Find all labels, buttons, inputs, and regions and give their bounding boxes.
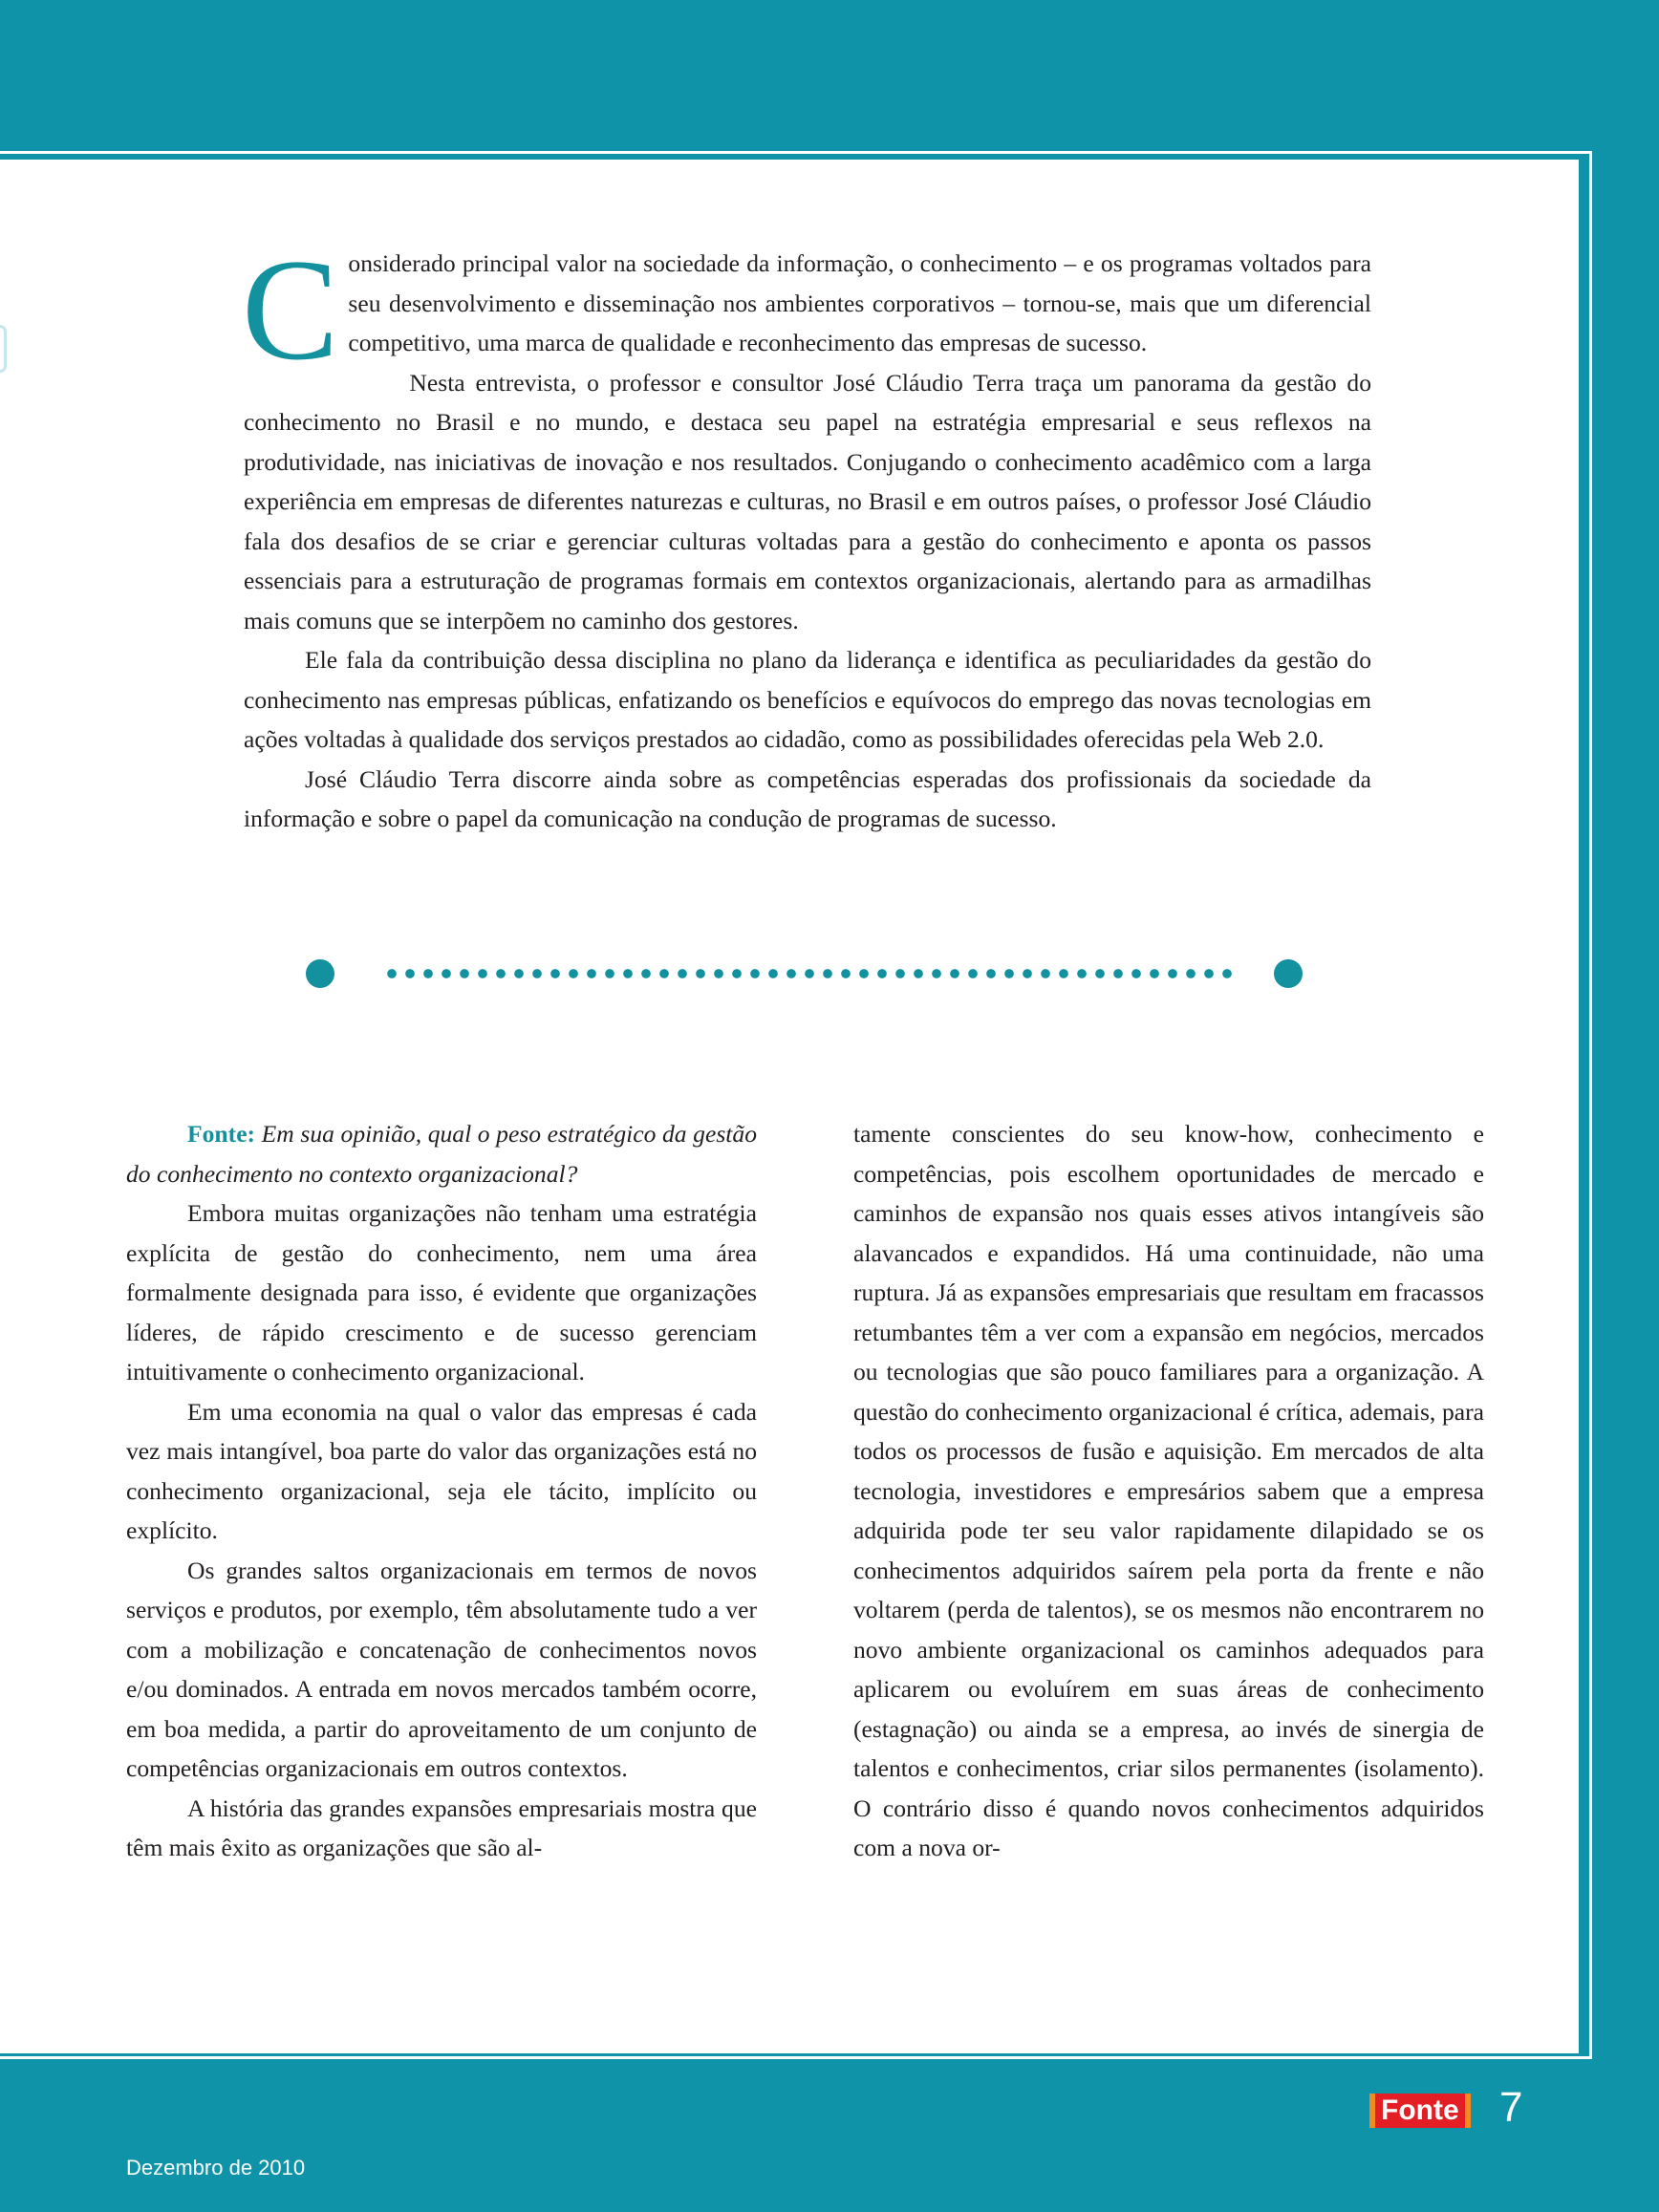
intro-paragraph-2: Nesta entrevista, o professor e consultor José Cláudio Terra traça um panorama da gestão do conhecimento no Brasil e no mundo, e destaca seu papel na estratégia empresarial e seus reflexos na produtividade, nas iniciativas de inovação e nos resultados. Conjugando o conhecimento acadêmico com a larga experiência em empresas de diferentes naturezas e culturas, no Brasil e em outros países, o professor José Cláudio fala dos desafios de se criar e gerenciar culturas voltadas para a gestão do conhecimento e aponta os passos essenciais para a estruturação de programas formais em contextos organizacionais, alertando para as armadilhas mais comuns que se interpõem no caminho dos gestores. — [244, 368, 1371, 634]
intro-paragraph-1 — [242, 229, 1371, 390]
intro-section — [242, 229, 1371, 839]
answer-paragraph: A história das grandes expansões empresariais mostra que têm mais êxito as organizações que são al- — [126, 1793, 757, 1861]
intro-paragraph-1-text: onsiderado principal valor na sociedade da informação, o conhecimento – e os programas voltados para seu desenvolvimento e disseminação nos ambientes corporativos – tornou-se, mais que um diferencial competitivo, uma marca de qualidade e reconhecimento das empresas de sucesso. — [348, 249, 1371, 356]
logo-text: Fonte — [1375, 2094, 1465, 2128]
answer-continuation: tamente conscientes do seu know-how, conhecimento e competências, pois escolhem oportunidades de mercado e caminhos de expansão nos quais esses ativos intangíveis são alavancados e expandidos. Há uma continuidade, não uma ruptura. Já as expansões empresariais que resultam em fracassos retumbantes têm a ver com a expansão em negócios, mercados ou tecnologias que são pouco familiares para a organização. A questão do conhecimento organizacional é crítica, ademais, para todos os processos de fusão e aquisição. Em mercados de alta tecnologia, investidores e empresários sabem que a empresa adquirida pode ter seu valor rapidamente dilapidado se os conhecimentos adquiridos saírem pela porta da frente e não voltarem (perda de talentos), se os mesmos não encontrarem no novo ambiente organizacional os caminhos adequados para aplicarem ou evoluírem em suas áreas de conhecimento (estagnação) ou ainda se a empresa, ao invés de sinergia de talentos e conhecimentos, criar silos permanentes (isolamento). O contrário disso é quando novos conhecimentos adquiridos com a nova or- — [853, 1120, 1484, 1861]
answer-paragraph: Embora muitas organizações não tenham uma estratégia explícita de gestão do conhecimento, nem uma área formalmente designada para isso, é evidente que organizações líderes, de rápido crescimento e de sucesso gerenciam intuitivamente o conhecimento organizacional. — [126, 1199, 757, 1385]
interview-question — [126, 1114, 757, 1193]
divider-dot-left — [306, 959, 334, 988]
side-tab-marker — [0, 325, 7, 373]
page-number: 7 — [1499, 2084, 1523, 2131]
dotted-divider — [306, 955, 1309, 993]
interview-column-right — [853, 1114, 1484, 1868]
intro-paragraph-3: Ele fala da contribuição dessa disciplina no plano da liderança e identifica as peculiaridades da gestão do conhecimento nas empresas públicas, enfatizando os benefícios e equívocos do emprego das novas tecnologias em ações voltadas à qualidade dos serviços prestados ao cidadão, como as possibilidades oferecidas pela Web 2.0. — [244, 646, 1371, 753]
interview-column-left — [126, 1114, 757, 1868]
answer-paragraph: Os grandes saltos organizacionais em termos de novos serviços e produtos, por exemplo, têm absolutamente tudo a ver com a mobilização e concatenação de conhecimentos novos e/ou dominados. A entrada em novos mercados também ocorre, em boa medida, a partir do aproveitamento de um conjunto de competências organizacionais em outros contextos. — [126, 1556, 757, 1782]
intro-paragraph-4: José Cláudio Terra discorre ainda sobre as competências esperadas dos profissionais da sociedade da informação e sobre o papel da comunicação na condução de programas de sucesso. — [244, 764, 1371, 832]
drop-cap: C — [242, 229, 339, 390]
answer-paragraph: Em uma economia na qual o valor das empresas é cada vez mais intangível, boa parte do valor das organizações está no conhecimento organizacional, seja ele tácito, implícito ou explícito. — [126, 1397, 757, 1544]
question-label: Fonte: — [187, 1120, 256, 1148]
fonte-logo — [1369, 2094, 1471, 2128]
question-text: Em sua opinião, qual o peso estratégico da gestão do conhecimento no contexto organizacional? — [126, 1120, 757, 1188]
divider-dot-row — [387, 968, 1238, 979]
divider-dot-right — [1274, 959, 1303, 988]
issue-date: Dezembro de 2010 — [126, 2156, 306, 2180]
